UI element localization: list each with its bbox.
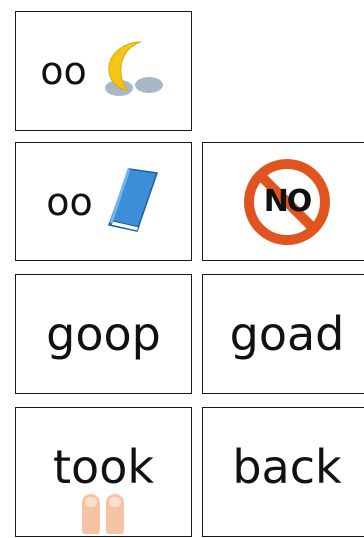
card-word: goop bbox=[46, 307, 161, 361]
card-oo-book bbox=[15, 142, 192, 261]
card-word: back bbox=[232, 440, 342, 494]
book-icon bbox=[103, 165, 161, 239]
card-word: oo bbox=[46, 179, 93, 224]
moon-icon bbox=[97, 38, 167, 104]
card-took bbox=[15, 407, 192, 537]
card-no-sign bbox=[202, 142, 364, 261]
card-word: took bbox=[53, 440, 154, 494]
card-goad bbox=[202, 274, 364, 394]
no-sign-text: NO bbox=[263, 184, 311, 219]
card-back bbox=[202, 407, 364, 537]
no-sign-icon bbox=[242, 157, 332, 247]
card-content bbox=[40, 38, 167, 104]
fingers-icon bbox=[74, 488, 134, 538]
card-oo-moon bbox=[15, 11, 192, 131]
card-word: goad bbox=[229, 307, 345, 361]
card-content bbox=[46, 165, 161, 239]
card-word: oo bbox=[40, 49, 87, 93]
card-goop bbox=[15, 274, 192, 394]
